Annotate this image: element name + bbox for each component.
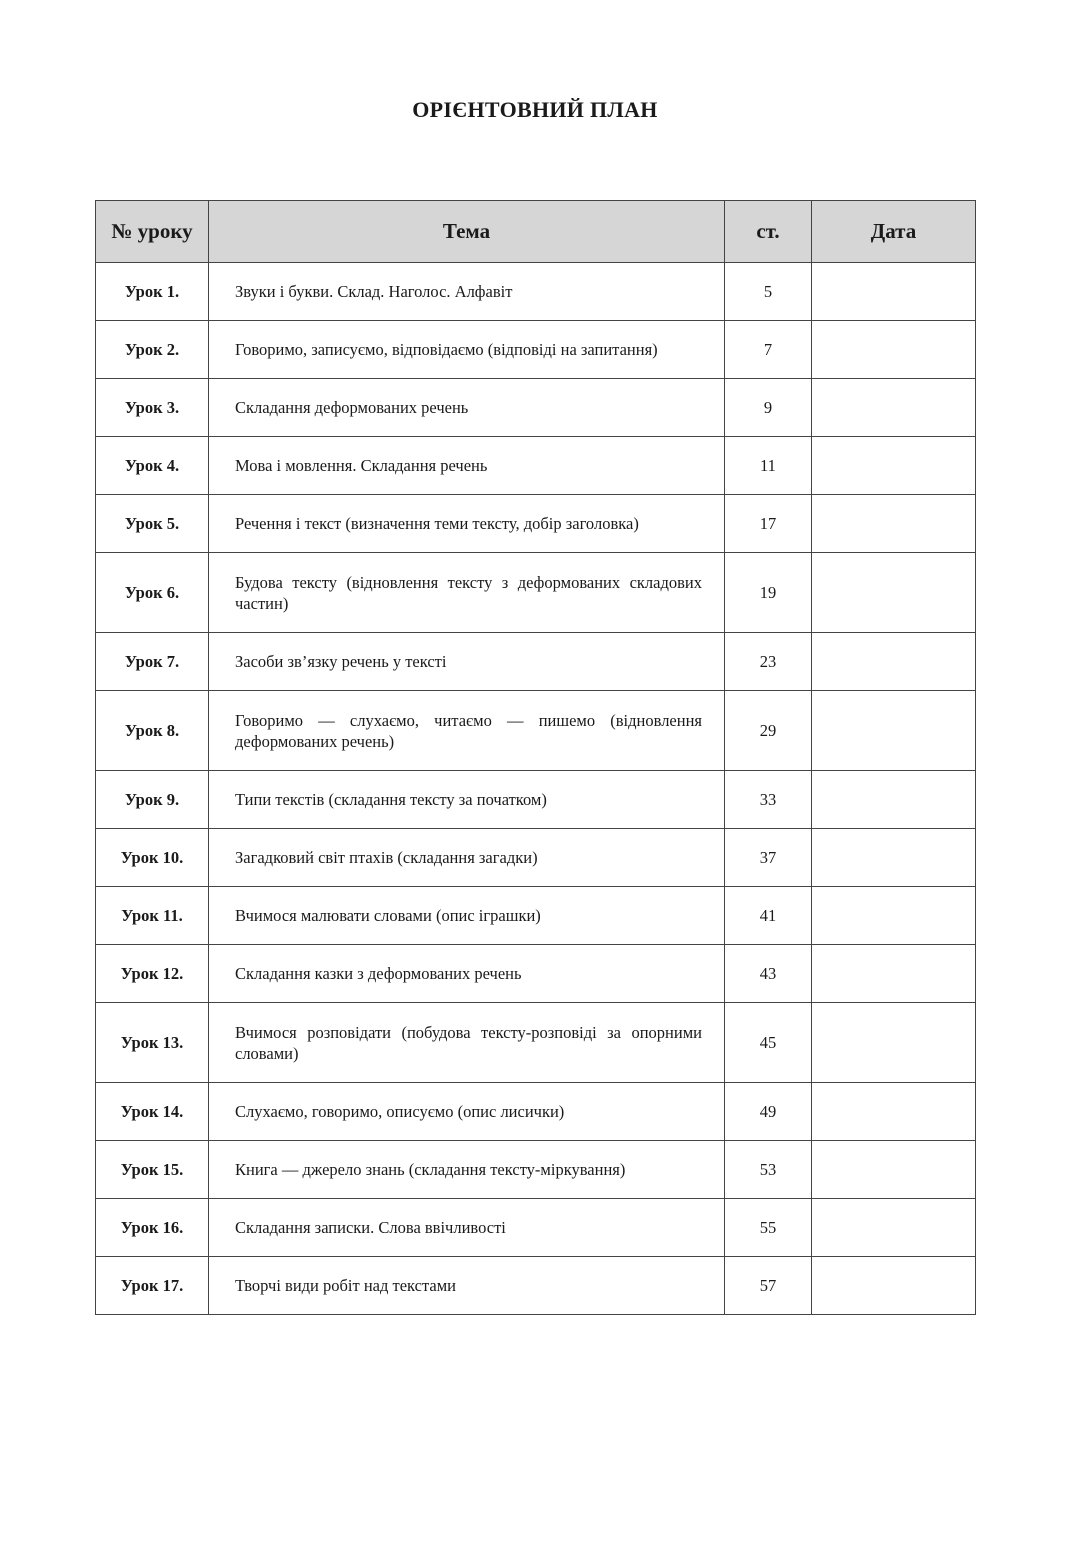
lesson-page: 45 — [725, 1003, 812, 1083]
lesson-page: 11 — [725, 437, 812, 495]
lesson-page: 19 — [725, 553, 812, 633]
lesson-page: 37 — [725, 829, 812, 887]
lesson-page: 49 — [725, 1083, 812, 1141]
lesson-page: 53 — [725, 1141, 812, 1199]
lesson-topic: Вчимося розповідати (побудова тексту-розповіді за опорними словами) — [209, 1003, 725, 1083]
lesson-topic: Говоримо, записуємо, відповідаємо (відповіді на запитання) — [209, 321, 725, 379]
page-title: ОРІЄНТОВНИЙ ПЛАН — [412, 97, 658, 122]
lesson-number: Урок 17. — [96, 1257, 209, 1315]
lesson-topic: Речення і текст (визначення теми тексту, добір заголовка) — [209, 495, 725, 553]
header-lesson-number: № уроку — [96, 201, 209, 263]
lesson-number: Урок 6. — [96, 553, 209, 633]
lesson-page: 33 — [725, 771, 812, 829]
lesson-date[interactable] — [812, 771, 976, 829]
table-row — [96, 771, 976, 829]
lesson-page: 43 — [725, 945, 812, 1003]
lesson-page: 57 — [725, 1257, 812, 1315]
lesson-number: Урок 14. — [96, 1083, 209, 1141]
lesson-topic: Творчі види робіт над текстами — [209, 1257, 725, 1315]
header-date: Дата — [812, 201, 976, 263]
lesson-number: Урок 7. — [96, 633, 209, 691]
lesson-date[interactable] — [812, 887, 976, 945]
lesson-date[interactable] — [812, 379, 976, 437]
table-header — [96, 201, 976, 263]
header-row — [96, 201, 976, 263]
lesson-number: Урок 10. — [96, 829, 209, 887]
lesson-number: Урок 3. — [96, 379, 209, 437]
lesson-number: Урок 5. — [96, 495, 209, 553]
table-row — [96, 887, 976, 945]
lesson-number: Урок 2. — [96, 321, 209, 379]
lesson-date[interactable] — [812, 945, 976, 1003]
lesson-plan-table — [95, 200, 976, 1315]
header-topic: Тема — [209, 201, 725, 263]
lesson-date[interactable] — [812, 829, 976, 887]
table-row — [96, 1083, 976, 1141]
table-row — [96, 379, 976, 437]
table-row — [96, 1257, 976, 1315]
lesson-topic: Вчимося малювати словами (опис іграшки) — [209, 887, 725, 945]
lesson-topic: Книга — джерело знань (складання тексту-міркування) — [209, 1141, 725, 1199]
lesson-number: Урок 13. — [96, 1003, 209, 1083]
lesson-page: 5 — [725, 263, 812, 321]
table-row — [96, 263, 976, 321]
lesson-number: Урок 16. — [96, 1199, 209, 1257]
lesson-date[interactable] — [812, 1141, 976, 1199]
table-body — [96, 263, 976, 1315]
table-row — [96, 1141, 976, 1199]
lesson-topic: Загадковий світ птахів (складання загадки) — [209, 829, 725, 887]
header-page: ст. — [725, 201, 812, 263]
lesson-topic: Засоби зв’язку речень у тексті — [209, 633, 725, 691]
table-row — [96, 321, 976, 379]
table-row — [96, 829, 976, 887]
lesson-date[interactable] — [812, 263, 976, 321]
lesson-date[interactable] — [812, 553, 976, 633]
lesson-topic: Мова і мовлення. Складання речень — [209, 437, 725, 495]
lesson-page: 7 — [725, 321, 812, 379]
table-row — [96, 691, 976, 771]
lesson-topic: Будова тексту (відновлення тексту з деформованих складових частин) — [209, 553, 725, 633]
lesson-topic: Слухаємо, говоримо, описуємо (опис лисички) — [209, 1083, 725, 1141]
lesson-number: Урок 8. — [96, 691, 209, 771]
lesson-number: Урок 11. — [96, 887, 209, 945]
table-row — [96, 945, 976, 1003]
lesson-date[interactable] — [812, 633, 976, 691]
lesson-date[interactable] — [812, 1257, 976, 1315]
lesson-page: 41 — [725, 887, 812, 945]
lesson-page: 17 — [725, 495, 812, 553]
table-row — [96, 553, 976, 633]
lesson-number: Урок 1. — [96, 263, 209, 321]
lesson-number: Урок 12. — [96, 945, 209, 1003]
lesson-topic: Звуки і букви. Склад. Наголос. Алфавіт — [209, 263, 725, 321]
lesson-page: 29 — [725, 691, 812, 771]
lesson-date[interactable] — [812, 1003, 976, 1083]
lesson-topic: Складання деформованих речень — [209, 379, 725, 437]
lesson-date[interactable] — [812, 437, 976, 495]
lesson-date[interactable] — [812, 321, 976, 379]
lesson-number: Урок 4. — [96, 437, 209, 495]
lesson-page: 55 — [725, 1199, 812, 1257]
table-row — [96, 1003, 976, 1083]
lesson-page: 9 — [725, 379, 812, 437]
lesson-topic: Складання казки з деформованих речень — [209, 945, 725, 1003]
lesson-topic: Типи текстів (складання тексту за початком) — [209, 771, 725, 829]
lesson-topic: Складання записки. Слова ввічливості — [209, 1199, 725, 1257]
lesson-topic: Говоримо — слухаємо, читаємо — пишемо (відновлення деформованих речень) — [209, 691, 725, 771]
lesson-date[interactable] — [812, 1199, 976, 1257]
table-row — [96, 1199, 976, 1257]
table-row — [96, 437, 976, 495]
lesson-page: 23 — [725, 633, 812, 691]
lesson-date[interactable] — [812, 1083, 976, 1141]
lesson-number: Урок 9. — [96, 771, 209, 829]
table-row — [96, 633, 976, 691]
lesson-date[interactable] — [812, 495, 976, 553]
lesson-date[interactable] — [812, 691, 976, 771]
lesson-number: Урок 15. — [96, 1141, 209, 1199]
table-row — [96, 495, 976, 553]
